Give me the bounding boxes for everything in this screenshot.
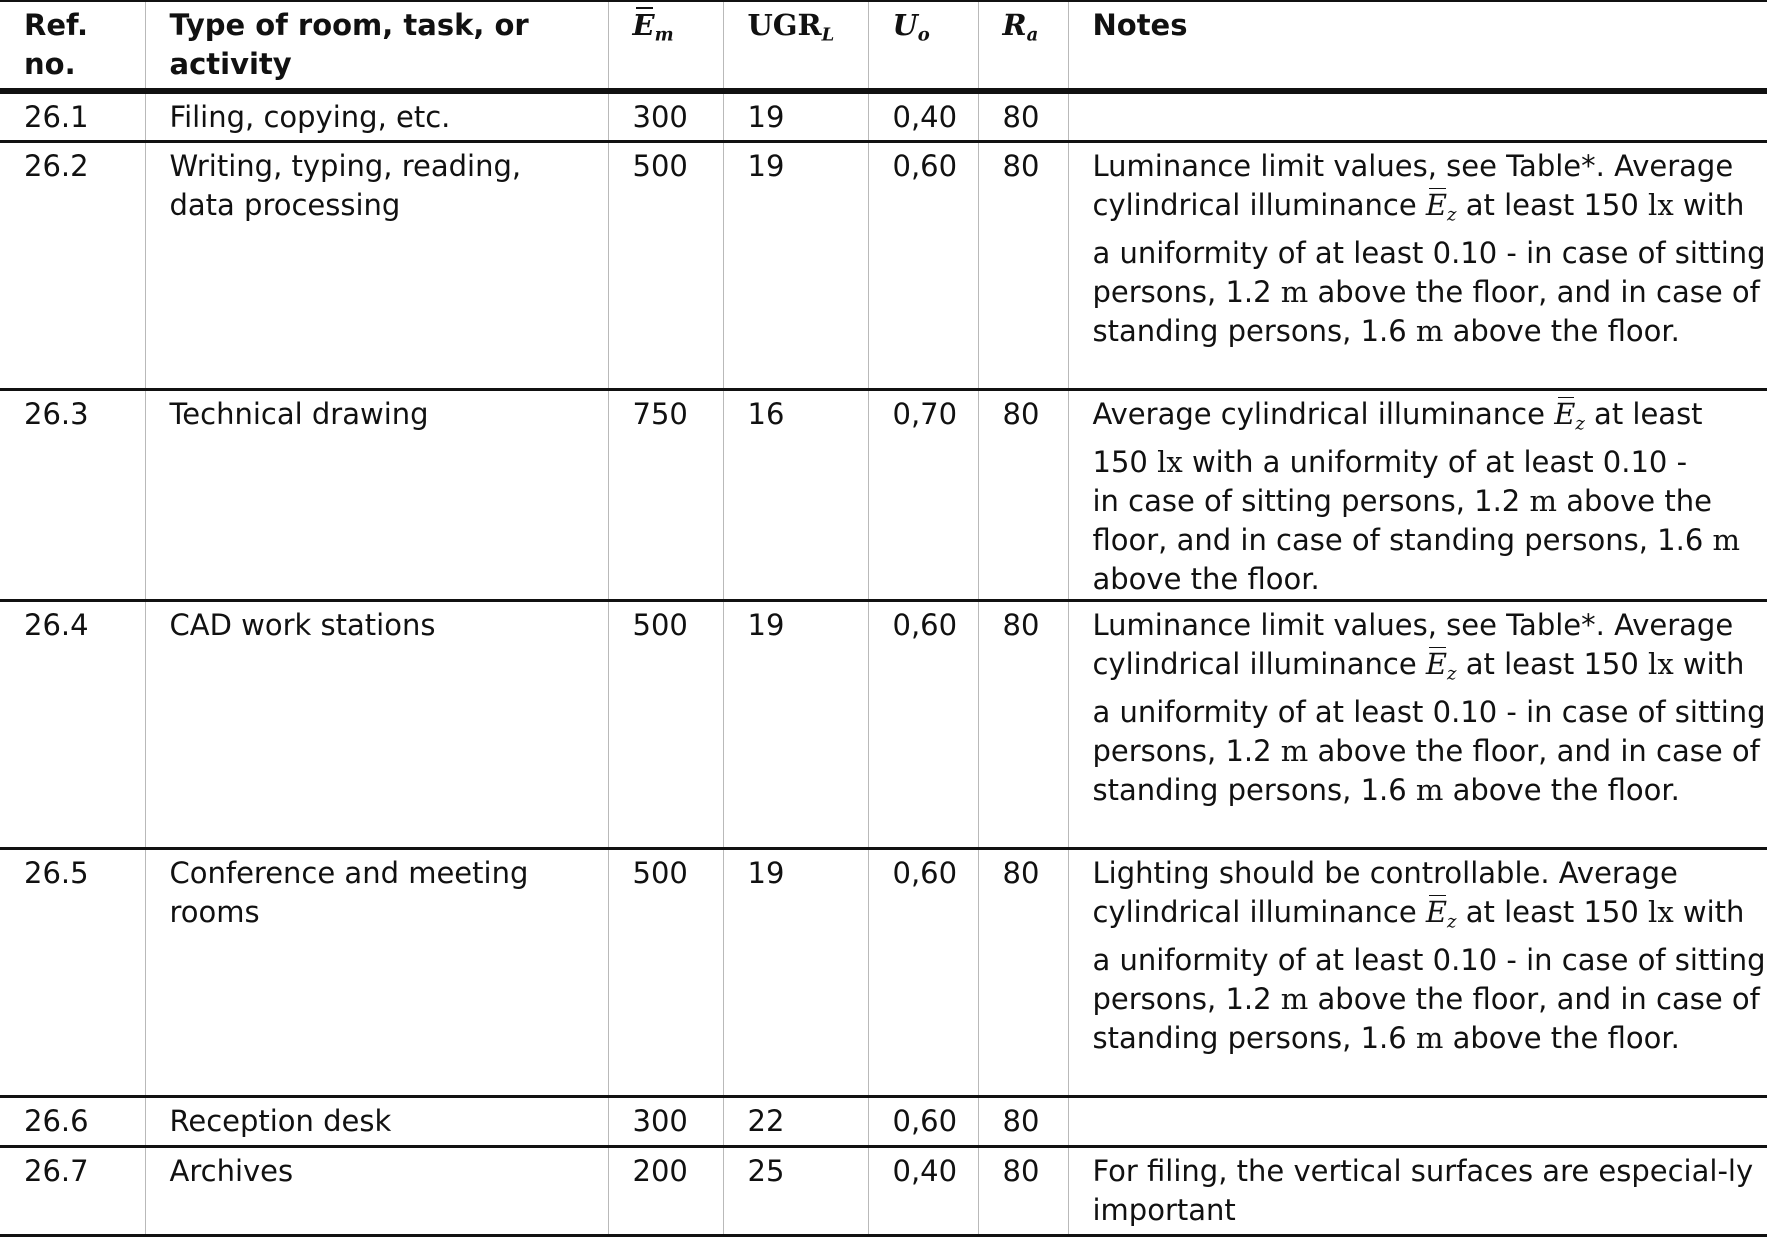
cell-uo: 0,60 — [868, 1096, 978, 1146]
table-row — [0, 389, 1767, 600]
header-ref: Ref. no. — [24, 8, 89, 81]
header-type: Type of room, task, or activity — [145, 1, 608, 91]
cell-ra: 80 — [978, 848, 1068, 1096]
cell-ra: 80 — [978, 389, 1068, 600]
cell-ugr: 22 — [723, 1096, 868, 1146]
cell-ra: 80 — [978, 91, 1068, 141]
cell-notes: Average cylindrical illuminance $E_z$ at least 150 lx with a uniformity of at least 0.10 - in case of sitting persons, 1.2 m above the floor, and in case of standing persons, 1.6 m above the floor. — [1068, 389, 1767, 600]
cell-type: Reception desk — [145, 1096, 608, 1146]
cell-em: 500 — [608, 600, 723, 848]
cell-ref: 26.4 — [24, 607, 89, 642]
cell-ref: 26.7 — [24, 1153, 89, 1188]
cell-type: CAD work stations — [145, 600, 608, 848]
cell-ref: 26.3 — [24, 396, 89, 431]
cell-ref: 26.2 — [24, 148, 89, 183]
table-row — [0, 1146, 1767, 1235]
cell-type: Conference and meeting rooms — [145, 848, 608, 1096]
cell-ra: 80 — [978, 1146, 1068, 1235]
cell-ref: 26.5 — [24, 855, 89, 890]
cell-uo: 0,60 — [868, 141, 978, 389]
cell-uo: 0,40 — [868, 91, 978, 141]
cell-uo: 0,60 — [868, 600, 978, 848]
cell-ref: 26.6 — [24, 1103, 89, 1138]
header-notes: Notes — [1068, 1, 1767, 91]
table-row — [0, 141, 1767, 389]
cell-type: Technical drawing — [145, 389, 608, 600]
cell-ra: 80 — [978, 141, 1068, 389]
cell-ra: 80 — [978, 1096, 1068, 1146]
cell-type: Writing, typing, reading, data processing — [145, 141, 608, 389]
cell-ugr: 19 — [723, 141, 868, 389]
cell-notes — [1068, 91, 1767, 141]
header-em: $E_m$ — [608, 1, 723, 91]
cell-ugr: 19 — [723, 600, 868, 848]
cell-ugr: 25 — [723, 1146, 868, 1235]
cell-em: 500 — [608, 848, 723, 1096]
cell-em: 750 — [608, 389, 723, 600]
cell-type: Archives — [145, 1146, 608, 1235]
cell-uo: 0,60 — [868, 848, 978, 1096]
cell-notes: For filing, the vertical surfaces are especial-ly important — [1068, 1146, 1767, 1235]
cell-ugr: 16 — [723, 389, 868, 600]
header-ugr: $UGR_L$ — [723, 1, 868, 91]
cell-notes: Luminance limit values, see Table*. Average cylindrical illuminance $E_z$ at least 150 lx with a uniformity of at least 0.10 - in case of sitting persons, 1.2 m above the floor, and in case of standing persons, 1.6 m above the floor. — [1068, 141, 1767, 389]
header-uo: $U_o$ — [868, 1, 978, 91]
cell-ugr: 19 — [723, 848, 868, 1096]
cell-notes: Luminance limit values, see Table*. Average cylindrical illuminance $E_z$ at least 150 lx with a uniformity of at least 0.10 - in case of sitting persons, 1.2 m above the floor, and in case of standing persons, 1.6 m above the floor. — [1068, 600, 1767, 848]
cell-ref: 26.1 — [24, 100, 89, 134]
cell-em: 500 — [608, 141, 723, 389]
cell-notes — [1068, 1096, 1767, 1146]
cell-ugr: 19 — [723, 91, 868, 141]
table-row — [0, 848, 1767, 1096]
header-row — [0, 1, 1767, 91]
cell-em: 300 — [608, 91, 723, 141]
table-row — [0, 1096, 1767, 1146]
cell-em: 300 — [608, 1096, 723, 1146]
cell-type: Filing, copying, etc. — [145, 91, 608, 141]
table-row — [0, 600, 1767, 848]
header-ra: $R_a$ — [978, 1, 1068, 91]
cell-uo: 0,40 — [868, 1146, 978, 1235]
cell-em: 200 — [608, 1146, 723, 1235]
cell-notes: Lighting should be controllable. Average cylindrical illuminance $E_z$ at least 150 lx with a uniformity of at least 0.10 - in case of sitting persons, 1.2 m above the floor, and in case of standing persons, 1.6 m above the floor. — [1068, 848, 1767, 1096]
cell-uo: 0,70 — [868, 389, 978, 600]
cell-ra: 80 — [978, 600, 1068, 848]
table-row — [0, 91, 1767, 141]
